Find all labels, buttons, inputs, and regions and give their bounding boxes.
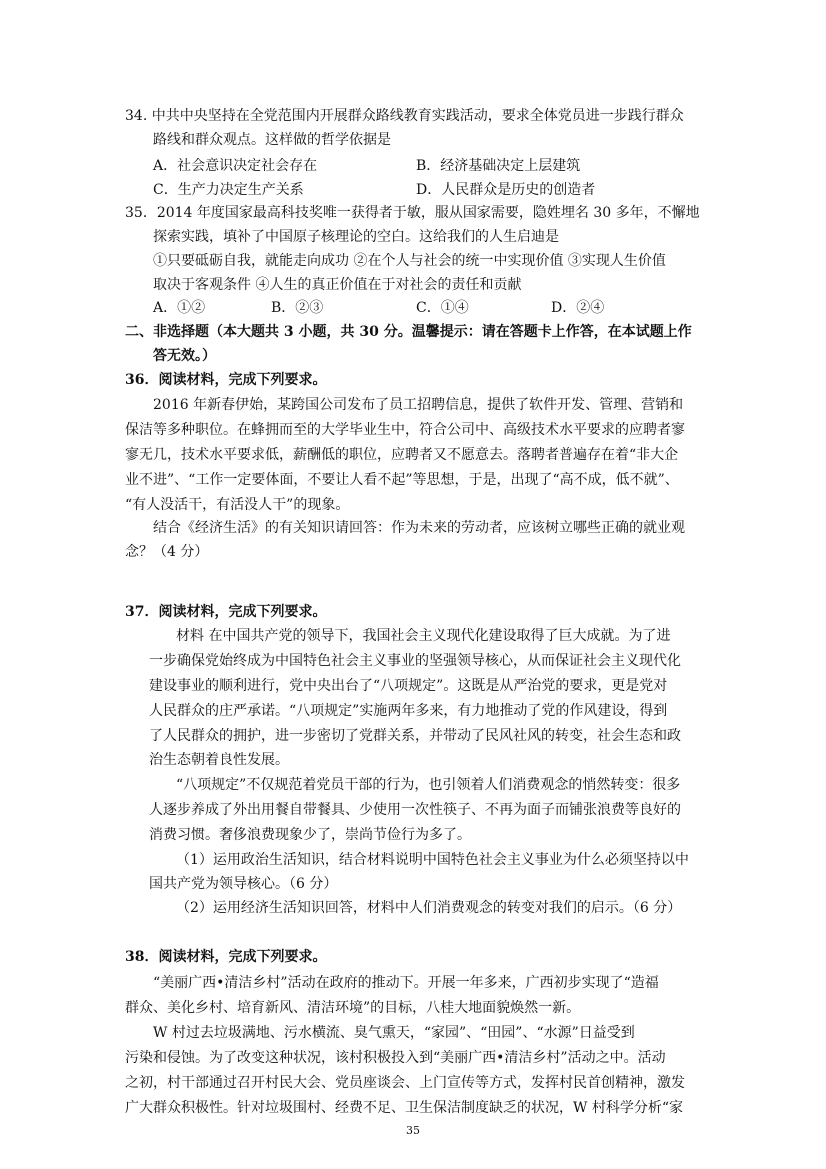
q37-material-line2: 一步确保党始终成为中国特色社会主义事业的坚强领导核心，从而保证社会主义现代化 bbox=[149, 653, 681, 669]
q35-option-a: A．①② bbox=[153, 300, 206, 316]
q38-material2-line1: W 村过去垃圾满地、污水横流、臭气熏天，“家园”、“田园”、“水源”日益受到 bbox=[153, 1025, 635, 1041]
q36-material-line2: 保洁等多种职位。在蜂拥而至的大学毕业生中，符合公司中、高级技术水平要求的应聘者寥 bbox=[125, 422, 685, 438]
q34-stem-line1: 34. 中共中央坚持在全党范围内开展群众路线教育实践活动，要求全体党员进一步践行群众 bbox=[125, 108, 684, 124]
part2-heading-line2: 答无效。） bbox=[153, 348, 216, 364]
q38-material2-line3: 之初，村干部通过召开村民大会、党员座谈会、上门宣传等方式，发挥村民首创精神，激发 bbox=[125, 1075, 685, 1091]
q36-material-line1: 2016 年新春伊始，某跨国公司发布了员工招聘信息，提供了软件开发、管理、营销和 bbox=[153, 397, 684, 413]
q37-material-line3: 建设事业的顺利进行，党中央出台了“八项规定”。这既是从严治党的要求，更是党对 bbox=[149, 678, 668, 694]
q38-title: 38．阅读材料，完成下列要求。 bbox=[125, 949, 327, 965]
q36-material-line5: “有人没活干，有活没人干”的现象。 bbox=[125, 497, 350, 513]
q34-stem-line2: 路线和群众观点。这样做的哲学依据是 bbox=[153, 132, 391, 148]
q37-material-line6: 治生态朝着良性发展。 bbox=[149, 752, 289, 768]
q38-material2-line4: 广大群众积极性。针对垃圾围村、经费不足、卫生保洁制度缺乏的状况，W 村科学分析“家 bbox=[125, 1100, 683, 1116]
q37-sub2: （2）运用经济生活知识回答，材料中人们消费观念的转变对我们的启示。（6 分） bbox=[176, 900, 682, 916]
q37-material-line1: 材料 在中国共产党的领导下，我国社会主义现代化建设取得了巨大成就。为了进 bbox=[176, 628, 671, 644]
q34-option-b: B．经济基础决定上层建筑 bbox=[416, 158, 581, 174]
q34-option-c: C．生产力决定生产关系 bbox=[153, 182, 304, 198]
q38-material2-line2: 污染和侵蚀。为了改变这种状况，该村积极投入到“美丽广西•清洁乡村”活动之中。活动 bbox=[125, 1050, 666, 1066]
q35-option-b: B．②③ bbox=[271, 300, 324, 316]
q36-title: 36．阅读材料，完成下列要求。 bbox=[125, 372, 327, 388]
q35-stem-line2: 探索实践，填补了中国原子核理论的空白。这给我们的人生启迪是 bbox=[153, 229, 559, 245]
q37-material2-line1: “八项规定”不仅规范着党员干部的行为，也引领着人们消费观念的悄然转变：很多 bbox=[176, 777, 681, 793]
part2-heading-line1: 二、非选择题（本大题共 3 小题，共 30 分。温馨提示：请在答题卡上作答，在本试题上作 bbox=[125, 324, 692, 340]
q35-option-c: C．①④ bbox=[416, 300, 469, 316]
q36-question-line1: 结合《经济生活》的有关知识请回答：作为未来的劳动者，应该树立哪些正确的就业观 bbox=[153, 520, 685, 536]
q36-material-line4: 业不进”、“工作一定要体面，不要让人看不起”等思想，于是，出现了“高不成，低不就”、 bbox=[125, 472, 679, 488]
q34-option-a: A．社会意识决定社会存在 bbox=[153, 158, 318, 174]
q35-stem-line3: ①只要砥砺自我，就能走向成功 ②在个人与社会的统一中实现价值 ③实现人生价值 bbox=[153, 253, 666, 269]
q37-sub1-line2: 国共产党为领导核心。（6 分） bbox=[149, 876, 338, 892]
q37-material-line5: 了人民群众的拥护，进一步密切了党群关系，并带动了民风社风的转变，社会生态和政 bbox=[149, 728, 681, 744]
q37-sub1-line1: （1）运用政治生活知识，结合材料说明中国特色社会主义事业为什么必须坚持以中 bbox=[176, 852, 689, 868]
q37-material2-line2: 人逐步养成了外出用餐自带餐具、少使用一次性筷子、不再为面子而铺张浪费等良好的 bbox=[149, 802, 681, 818]
q37-material-line4: 人民群众的庄严承诺。“八项规定”实施两年多来，有力地推动了党的作风建设，得到 bbox=[149, 703, 668, 719]
q35-option-d: D．②④ bbox=[551, 300, 605, 316]
q38-material-line2: 群众、美化乡村、培育新风、清洁环境”的目标，八桂大地面貌焕然一新。 bbox=[125, 1000, 581, 1016]
q37-title: 37．阅读材料，完成下列要求。 bbox=[125, 604, 327, 620]
q38-material-line1: “美丽广西•清洁乡村”活动在政府的推动下。开展一年多来，广西初步实现了“造福 bbox=[153, 975, 659, 991]
q34-option-d: D．人民群众是历史的创造者 bbox=[416, 182, 596, 198]
q37-material2-line3: 消费习惯。奢侈浪费现象少了，崇尚节俭行为多了。 bbox=[149, 827, 471, 843]
q36-question-line2: 念？（4 分） bbox=[125, 544, 209, 560]
q35-stem-line1: 35．2014 年度国家最高科技奖唯一获得者于敏，服从国家需要，隐姓埋名 30 多年，不懈地 bbox=[125, 205, 700, 221]
q36-material-line3: 寥无几，技术水平要求低，薪酬低的职位，应聘者又不愿意去。落聘者普遍存在着“非大企 bbox=[125, 447, 679, 463]
q35-stem-line4: 取决于客观条件 ④人生的真正价值在于对社会的责任和贡献 bbox=[153, 277, 522, 293]
page-number: 35 bbox=[406, 1124, 420, 1137]
